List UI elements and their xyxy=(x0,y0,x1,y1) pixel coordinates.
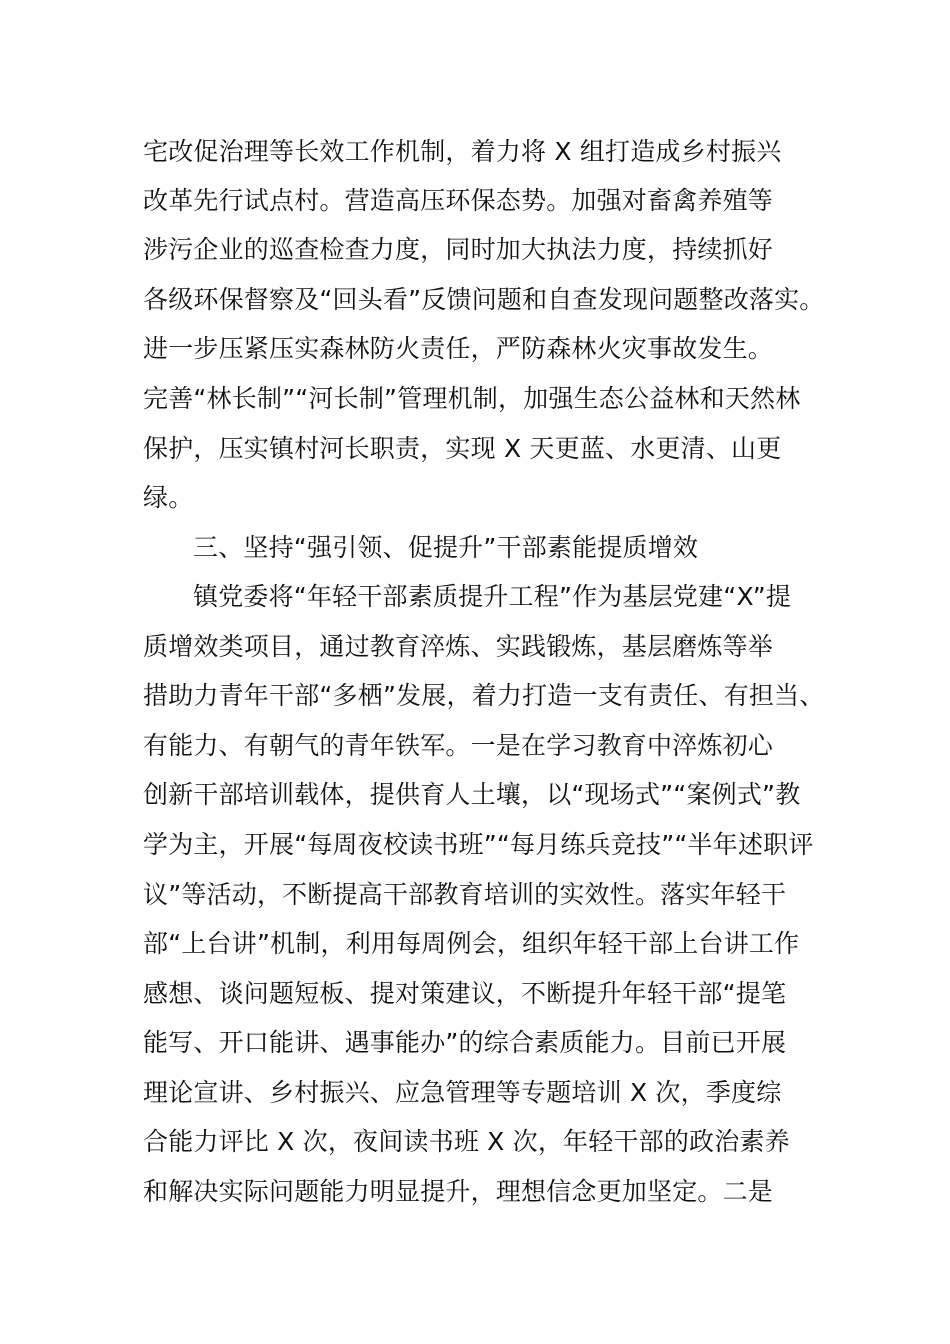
text-line: 学为主，开展“每周夜校读书班”“每月练兵竞技”“半年述职评 xyxy=(143,830,814,859)
text-line: 措助力青年干部“多栖”发展，着力打造一支有责任、有担当、 xyxy=(143,681,825,710)
text-line: 理论宣讲、乡村振兴、应急管理等专题培训 X 次，季度综 xyxy=(143,1078,782,1107)
text-line: 宅改促治理等长效工作机制，着力将 X 组打造成乡村振兴 xyxy=(143,137,782,166)
text-line: 质增效类项目，通过教育淬炼、实践锻炼，基层磨炼等举 xyxy=(143,632,774,661)
text-line: 镇党委将“年轻干部素质提升工程”作为基层党建“X”提 xyxy=(193,582,792,611)
text-line: 完善“林长制”“河长制”管理机制，加强生态公益林和天然林 xyxy=(143,384,801,413)
text-line: 有能力、有朝气的青年铁军。一是在学习教育中淬炼初心 xyxy=(143,731,774,760)
text-line: 绿。 xyxy=(143,483,194,512)
text-line: 和解决实际问题能力明显提升，理想信念更加坚定。二是 xyxy=(143,1177,774,1206)
text-line: 议”等活动，不断提高干部教育培训的实效性。落实年轻干 xyxy=(143,880,787,909)
text-line: 感想、谈问题短板、提对策建议，不断提升年轻干部“提笔 xyxy=(143,979,787,1008)
text-line: 创新干部培训载体，提供育人土壤，以“现场式”“案例式”教 xyxy=(143,780,801,809)
text-line: 各级环保督察及“回头看”反馈问题和自查发现问题整改落实。 xyxy=(143,285,825,314)
section-heading: 三、坚持“强引领、促提升”干部素能提质增效 xyxy=(193,533,699,562)
text-line: 合能力评比 X 次，夜间读书班 X 次，年轻干部的政治素养 xyxy=(143,1127,790,1156)
text-line: 进一步压紧压实森林防火责任，严防森林火灾事故发生。 xyxy=(143,334,774,363)
text-line: 涉污企业的巡查检查力度，同时加大执法力度，持续抓好 xyxy=(143,235,774,264)
text-line: 部“上台讲”机制，利用每周例会，组织年轻干部上台讲工作 xyxy=(143,929,800,958)
text-line: 保护，压实镇村河长职责，实现 X 天更蓝、水更清、山更 xyxy=(143,434,782,463)
text-line: 能写、开口能讲、遇事能办”的综合素质能力。目前已开展 xyxy=(143,1028,787,1057)
text-line: 改革先行试点村。营造高压环保态势。加强对畜禽养殖等 xyxy=(143,186,774,215)
